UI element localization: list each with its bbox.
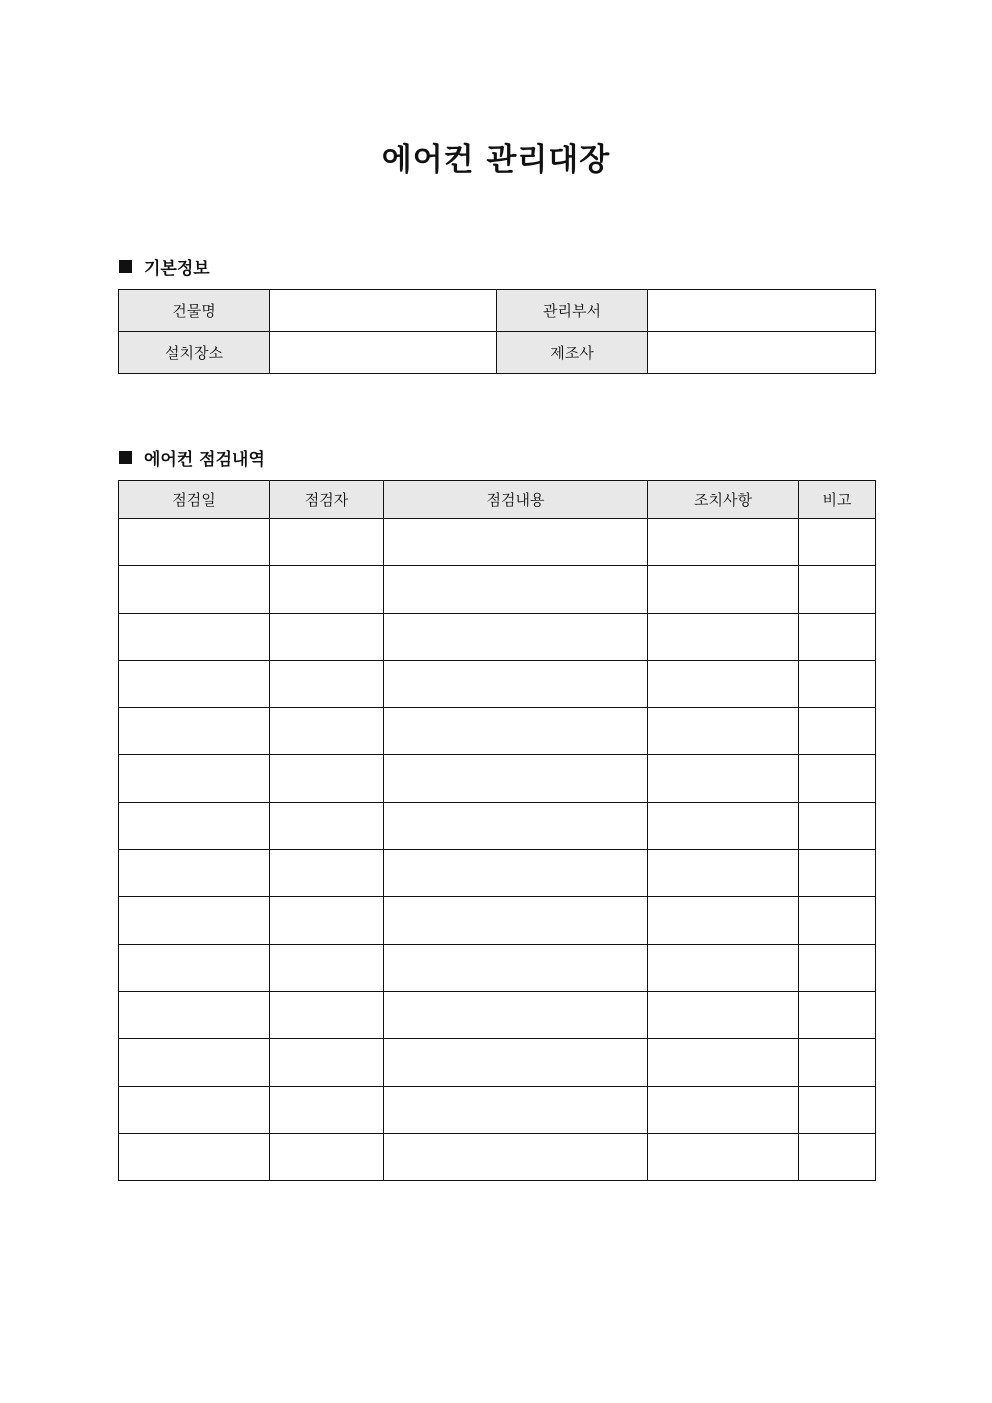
table-row [119,897,876,944]
cell-content[interactable] [384,613,648,660]
column-header-content: 점검내용 [384,481,648,519]
cell-date[interactable] [119,1086,270,1133]
cell-action[interactable] [648,566,799,613]
cell-date[interactable] [119,566,270,613]
section-title: 에어컨 점검내역 [144,450,265,470]
cell-inspector[interactable] [270,1086,384,1133]
cell-inspector[interactable] [270,897,384,944]
cell-note[interactable] [799,850,876,897]
cell-note[interactable] [799,708,876,755]
table-row [119,1086,876,1133]
cell-action[interactable] [648,991,799,1038]
cell-inspector[interactable] [270,944,384,991]
table-row [119,660,876,707]
cell-date[interactable] [119,991,270,1038]
cell-content[interactable] [384,660,648,707]
table-row [119,1133,876,1180]
table-row [119,613,876,660]
cell-date[interactable] [119,850,270,897]
cell-action[interactable] [648,708,799,755]
cell-action[interactable] [648,1039,799,1086]
column-header-date: 점검일 [119,481,270,519]
cell-note[interactable] [799,991,876,1038]
cell-content[interactable] [384,1039,648,1086]
cell-action[interactable] [648,944,799,991]
table-row [119,332,876,374]
cell-inspector[interactable] [270,566,384,613]
cell-content[interactable] [384,802,648,849]
square-bullet-icon [119,260,132,273]
table-row [119,1039,876,1086]
cell-note[interactable] [799,755,876,802]
cell-inspector[interactable] [270,802,384,849]
table-header-row [119,481,876,519]
cell-action[interactable] [648,660,799,707]
cell-content[interactable] [384,1133,648,1180]
value-install-location[interactable] [270,332,497,374]
cell-note[interactable] [799,1133,876,1180]
cell-inspector[interactable] [270,991,384,1038]
label-building-name: 건물명 [119,290,270,332]
table-row [119,290,876,332]
basic-info-table [118,289,876,374]
cell-date[interactable] [119,944,270,991]
cell-content[interactable] [384,519,648,566]
cell-content[interactable] [384,708,648,755]
cell-note[interactable] [799,613,876,660]
cell-action[interactable] [648,519,799,566]
cell-date[interactable] [119,755,270,802]
section-basic-info-heading [119,254,210,279]
table-row [119,944,876,991]
cell-date[interactable] [119,660,270,707]
cell-content[interactable] [384,897,648,944]
label-department: 관리부서 [497,290,648,332]
page-title: 에어컨 관리대장 [381,142,611,178]
cell-action[interactable] [648,802,799,849]
cell-content[interactable] [384,566,648,613]
cell-action[interactable] [648,1086,799,1133]
value-manufacturer[interactable] [648,332,876,374]
value-building-name[interactable] [270,290,497,332]
cell-action[interactable] [648,613,799,660]
cell-inspector[interactable] [270,1039,384,1086]
column-header-note: 비고 [799,481,876,519]
cell-inspector[interactable] [270,1133,384,1180]
cell-inspector[interactable] [270,660,384,707]
cell-note[interactable] [799,1086,876,1133]
cell-date[interactable] [119,802,270,849]
square-bullet-icon [119,451,132,464]
table-row [119,850,876,897]
cell-date[interactable] [119,613,270,660]
cell-date[interactable] [119,708,270,755]
cell-note[interactable] [799,566,876,613]
cell-content[interactable] [384,944,648,991]
label-install-location: 설치장소 [119,332,270,374]
cell-action[interactable] [648,897,799,944]
inspection-table [118,480,876,1181]
column-header-action: 조치사항 [648,481,799,519]
cell-action[interactable] [648,850,799,897]
cell-content[interactable] [384,850,648,897]
cell-action[interactable] [648,1133,799,1180]
label-manufacturer: 제조사 [497,332,648,374]
cell-content[interactable] [384,1086,648,1133]
value-department[interactable] [648,290,876,332]
cell-content[interactable] [384,991,648,1038]
section-inspection-heading [119,445,265,470]
cell-note[interactable] [799,519,876,566]
table-row [119,755,876,802]
table-row [119,566,876,613]
cell-inspector[interactable] [270,850,384,897]
table-row [119,802,876,849]
table-row [119,519,876,566]
cell-date[interactable] [119,1133,270,1180]
cell-note[interactable] [799,1039,876,1086]
cell-content[interactable] [384,755,648,802]
cell-note[interactable] [799,944,876,991]
cell-note[interactable] [799,897,876,944]
cell-date[interactable] [119,897,270,944]
cell-inspector[interactable] [270,519,384,566]
cell-action[interactable] [648,755,799,802]
table-row [119,991,876,1038]
cell-inspector[interactable] [270,708,384,755]
cell-inspector[interactable] [270,613,384,660]
cell-note[interactable] [799,660,876,707]
section-title: 기본정보 [144,259,210,279]
cell-inspector[interactable] [270,755,384,802]
cell-date[interactable] [119,1039,270,1086]
column-header-inspector: 점검자 [270,481,384,519]
table-row [119,708,876,755]
cell-date[interactable] [119,519,270,566]
cell-note[interactable] [799,802,876,849]
